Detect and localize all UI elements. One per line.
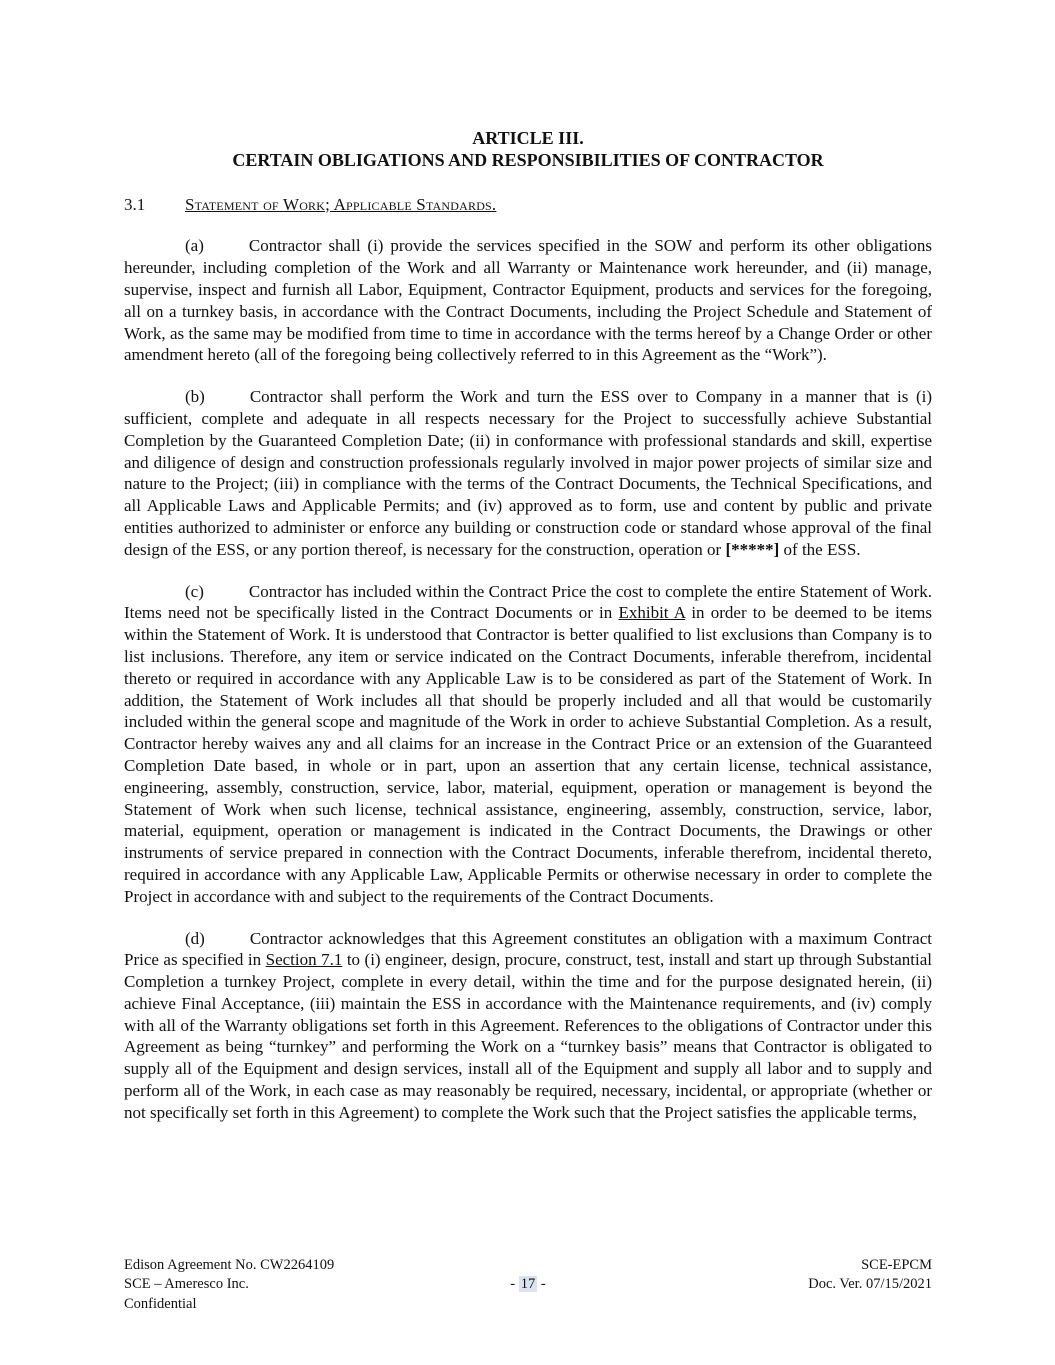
redaction-marker: [*****] xyxy=(725,539,780,559)
section-number: 3.1 xyxy=(124,194,146,214)
paragraph-label: (d) xyxy=(185,928,205,948)
footer-confidential-label: Confidential xyxy=(124,1295,197,1312)
footer-doc-type: SCE-EPCM xyxy=(861,1257,932,1273)
paragraph-label: (c) xyxy=(185,581,204,601)
paragraph-label: (b) xyxy=(185,387,205,407)
underlined-reference: Exhibit A xyxy=(618,603,686,623)
paragraph-label: (a) xyxy=(185,236,204,256)
text-run: Contractor shall perform the Work and turn the ESS over to Company in a manner that is (i) sufficient, complete and adequate in all respects necessary for the Project to successfully achieve Substantial Completion by the Guaranteed Completion Date; (ii) in conformance with professional standards and skill, expertise and diligence of design and construction professionals regularly involved in major power projects of similar size and nature to the Project; (iii) in compliance with the terms of the Contract Documents, the Technical Specifications, and all Applicable Laws and Applicable Permits; and (iv) approved as to form, use and content by public and private entities authorized to administer or enforce any building or construction code or standard whose approval of the final design of the ESS, or any portion thereof, is necessary for the construction, operation or xyxy=(124,387,932,559)
page-number-prefix: - xyxy=(510,1276,519,1293)
paragraph-c xyxy=(124,581,932,908)
section-heading-row xyxy=(124,194,932,216)
article-heading: CERTAIN OBLIGATIONS AND RESPONSIBILITIES OF CONTRACTOR xyxy=(232,149,824,170)
footer-parties: SCE – Ameresco Inc. xyxy=(124,1276,249,1293)
footer-right-block xyxy=(808,1256,932,1295)
text-run: Contractor has included within the Contract Price the cost to complete the entire Statement of Work. Items need not be specifically listed in the Contract Documents or in xyxy=(124,581,932,623)
document-content xyxy=(124,128,932,1124)
paragraph-d xyxy=(124,928,932,1124)
section-title: Statement of Work; Applicable Standards. xyxy=(185,194,497,214)
text-run: Contractor shall (i) provide the services specified in the SOW and perform its other obligations hereunder, including completion of the Work and all Warranty or Maintenance work hereunder, and (ii) manage, supervise, inspect and furnish all Labor, Equipment, Contractor Equipment, products and services for the foregoing, all on a turnkey basis, in accordance with the Contract Documents, including the Project Schedule and Statement of Work, as the same may be modified from time to time in accordance with the terms hereof by a Change Order or other amendment hereto (all of the foregoing being collectively referred to in this Agreement as the “Work”). xyxy=(124,236,932,365)
text-run: Contractor acknowledges that this Agreement constitutes an obligation with a maximum Contract Price as specified in xyxy=(124,928,932,970)
page-number: 17 xyxy=(520,1276,536,1293)
paragraph-b xyxy=(124,386,932,560)
text-run: to (i) engineer, design, procure, construct, test, install and start up through Substantial Completion a turnkey Project, complete in every detail, within the time and for the purpose designated herein, (ii) achieve Final Acceptance, (iii) maintain the ESS in accordance with the Maintenance requirements, and (iv) comply with all of the Warranty obligations set forth in this Agreement. References to the obligations of Contractor under this Agreement as being “turnkey” and performing the Work on a “turnkey basis” means that Contractor is obligated to supply all of the Equipment and design services, install all of the Equipment and supply all labor and to supply and perform all of the Work, in each case as may reasonably be required, necessary, incidental, or appropriate (whether or not specifically set forth in this Agreement) to complete the Work such that the Project satisfies the applicable terms, xyxy=(124,950,932,1122)
footer-agreement-number: Edison Agreement No. CW2264109 xyxy=(124,1257,335,1273)
article-number: ARTICLE III. xyxy=(472,128,584,148)
paragraph-a xyxy=(124,235,932,366)
underlined-reference: Section 7.1 xyxy=(265,950,343,970)
page-number-suffix: - xyxy=(537,1276,546,1293)
footer-doc-version: Doc. Ver. 07/15/2021 xyxy=(808,1276,932,1293)
text-run: in order to be deemed to be items within the Statement of Work. It is understood that Contractor is better qualified to list exclusions than Company is to list inclusions. Therefore, any item or service indicated on the Contract Documents, inferable therefrom, incidental thereto or required in accordance with any Applicable Law is to be considered as part of the Statement of Work. In addition, the Statement of Work includes all that should be properly included and all that would be customarily included within the general scope and magnitude of the Work in order to achieve Substantial Completion. As a result, Contractor hereby waives any and all claims for an increase in the Contract Price or an extension of the Guaranteed Completion Date based, in whole or in part, upon an assertion that any certain license, technical assistance, engineering, assembly, construction, service, labor, material, equipment, operation or management is beyond the Statement of Work when such license, technical assistance, engineering, assembly, construction, service, labor, material, equipment, operation or management is indicated in the Contract Documents, the Drawings or other instruments of service prepared in connection with the Contract Documents, inferable therefrom, incidental thereto, required in accordance with any Applicable Law, Applicable Permits or otherwise necessary in order to complete the Project in accordance with and subject to the requirements of the Contract Documents. xyxy=(124,603,932,906)
text-run: of the ESS. xyxy=(779,539,861,559)
article-title-block xyxy=(124,128,932,172)
